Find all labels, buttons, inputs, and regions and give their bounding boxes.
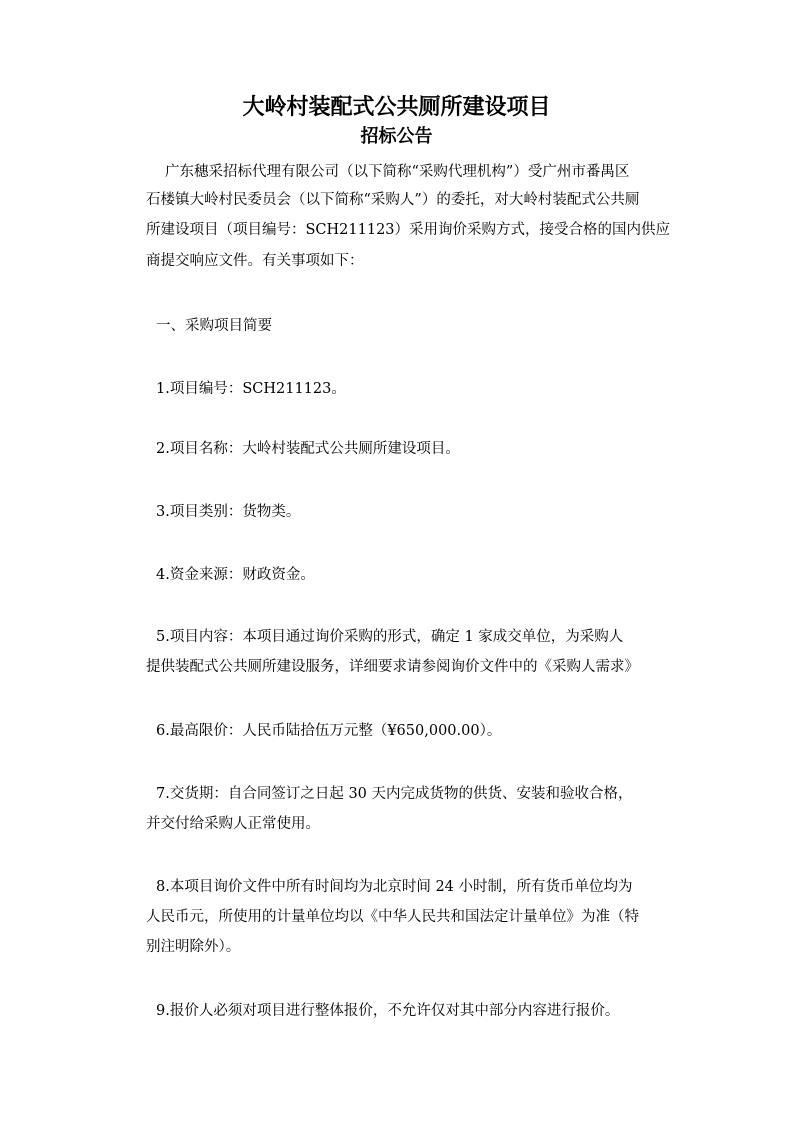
item-8-line-1: 8.本项目询价文件中所有时间均为北京时间 24 小时制，所有货币单位均为 — [156, 879, 633, 895]
intro-line-4: 商提交响应文件。有关事项如下： — [146, 253, 364, 269]
intro-line-1: 广东穗采招标代理有限公司（以下简称“采购代理机构”）受广州市番禺区 — [165, 164, 630, 180]
intro-line-2: 石楼镇大岭村民委员会（以下简称“采购人”）的委托，对大岭村装配式公共厕 — [146, 192, 640, 208]
document-title: 大岭村装配式公共厕所建设项目 — [242, 95, 551, 120]
item-3: 3.项目类别：货物类。 — [156, 504, 301, 520]
item-9: 9.报价人必须对项目进行整体报价，不允许仅对其中部分内容进行报价。 — [156, 1003, 620, 1019]
item-7-line-1: 7.交货期：自合同签订之日起 30 天内完成货物的供货、安装和验收合格， — [156, 786, 633, 802]
item-5-line-1: 5.项目内容：本项目通过询价采购的形式，确定 1 家成交单位，为采购人 — [156, 629, 624, 645]
item-8-line-2: 人民币元，所使用的计量单位均以《中华人民共和国法定计量单位》为准（特 — [146, 909, 639, 925]
item-1: 1.项目编号：SCH211123。 — [156, 381, 346, 397]
item-7-line-2: 并交付给采购人正常使用。 — [146, 816, 320, 832]
document-subtitle: 招标公告 — [360, 126, 433, 147]
section-heading: 一、采购项目简要 — [156, 318, 272, 334]
item-4: 4.资金来源：财政资金。 — [156, 567, 315, 583]
item-6: 6.最高限价：人民币陆拾伍万元整（¥650,000.00）。 — [156, 723, 502, 739]
intro-line-3: 所建设项目（项目编号：SCH211123）采用询价采购方式，接受合格的国内供应 — [146, 222, 671, 238]
item-2: 2.项目名称：大岭村装配式公共厕所建设项目。 — [156, 441, 460, 457]
item-8-line-3: 别注明除外）。 — [146, 939, 241, 955]
item-5-line-2: 提供装配式公共厕所建设服务，详细要求请参阅询价文件中的《采购人需求》 — [146, 659, 639, 675]
